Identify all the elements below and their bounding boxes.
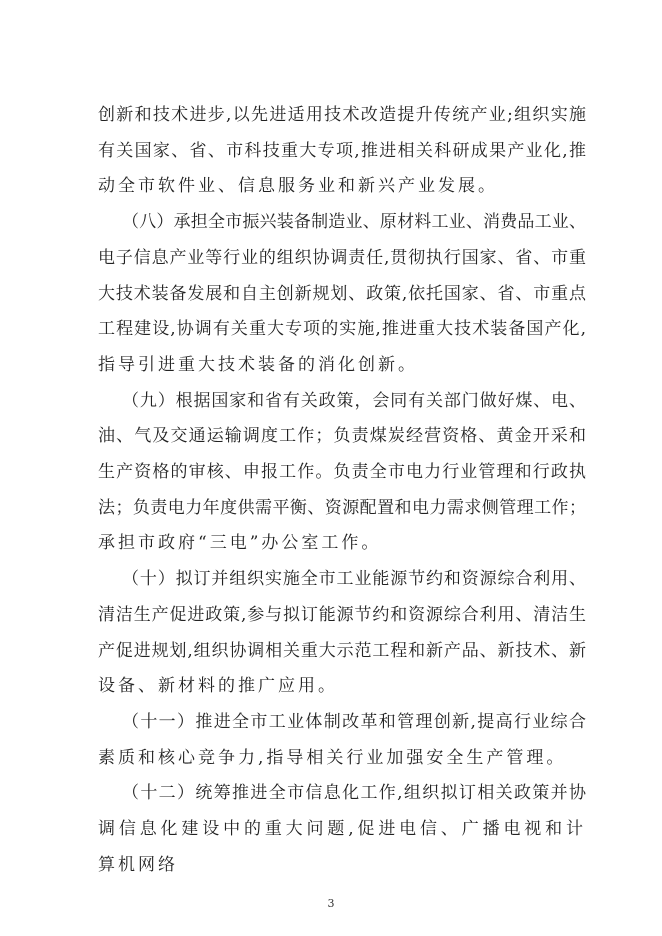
paragraph [98, 384, 586, 563]
text-line: 工程建设,协调有关重大专项的实施,推进重大技术装备国产化, [98, 319, 586, 340]
text-line: 油、气及交通运输调度工作；负责煤炭经营资格、黄金开采和 [98, 426, 586, 447]
text-line: 调信息化建设中的重大问题,促进电信、广播电视和计算机网络 [98, 819, 586, 875]
text-line: 指导引进重大技术装备的消化创新。 [98, 354, 418, 375]
text-line: 动全市软件业、信息服务业和新兴产业发展。 [98, 176, 498, 197]
text-line: 法；负责电力年度供需平衡、资源配置和电力需求侧管理工作； [98, 497, 586, 518]
text-line: （十）拟订并组织实施全市工业能源节约和资源综合利用、 [122, 569, 586, 590]
document-body [98, 98, 586, 883]
text-line: 产促进规划,组织协调相关重大示范工程和新产品、新技术、新 [98, 640, 586, 661]
text-line: 有关国家、省、市科技重大专项,推进相关科研成果产业化,推 [98, 140, 586, 161]
text-line: 设备、新材料的推广应用。 [98, 676, 338, 697]
paragraph [98, 205, 586, 384]
page-number: 3 [327, 897, 335, 910]
text-line: 创新和技术进步,以先进适用技术改造提升传统产业;组织实施 [98, 105, 586, 125]
text-line: 素质和核心竞争力,指导相关行业加强安全生产管理。 [98, 747, 567, 768]
text-line: （九）根据国家和省有关政策，会同有关部门做好煤、电、 [122, 390, 586, 411]
text-line: （八）承担全市振兴装备制造业、原材料工业、消费品工业、 [122, 212, 586, 233]
text-line: 承担市政府“三电”办公室工作。 [98, 533, 382, 554]
text-line: （十一）推进全市工业体制改革和管理创新,提高行业综合 [122, 711, 586, 732]
text-line: （十二）统筹推进全市信息化工作,组织拟订相关政策并协 [122, 783, 586, 804]
paragraph [98, 562, 586, 705]
paragraph [98, 705, 586, 776]
paragraph [98, 98, 586, 205]
text-line: 清洁生产促进政策,参与拟订能源节约和资源综合利用、清洁生 [98, 604, 586, 625]
paragraph [98, 776, 586, 883]
text-line: 电子信息产业等行业的组织协调责任,贯彻执行国家、省、市重 [98, 247, 586, 268]
text-line: 生产资格的审核、申报工作。负责全市电力行业管理和行政执 [98, 462, 586, 483]
text-line: 大技术装备发展和自主创新规划、政策,依托国家、省、市重点 [98, 283, 586, 304]
